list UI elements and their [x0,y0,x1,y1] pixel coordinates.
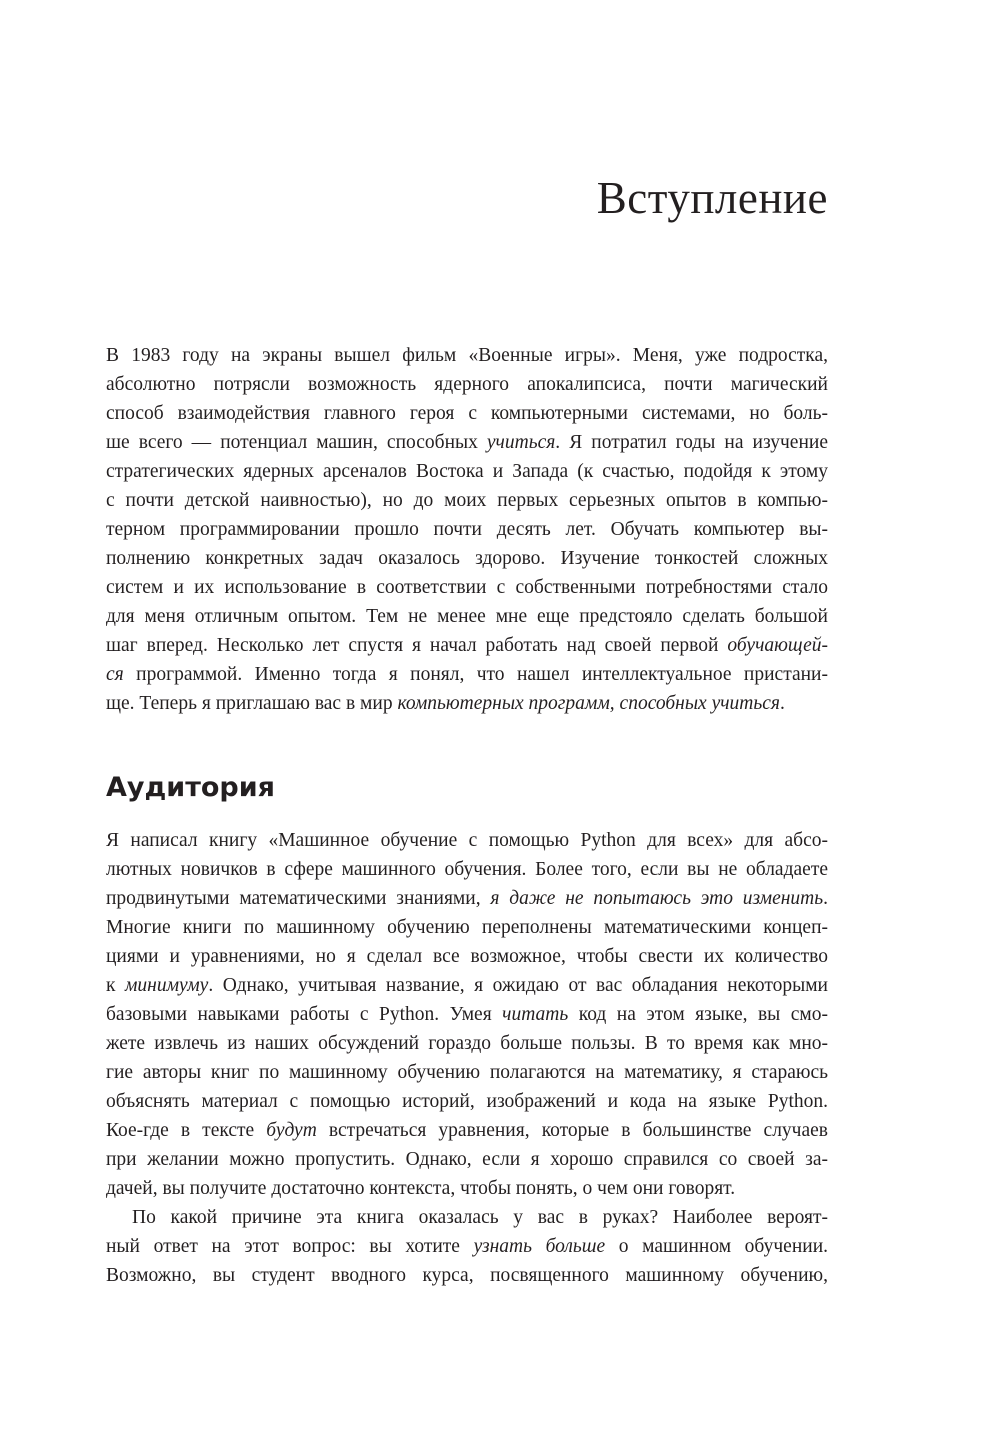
text-segment: циями и уравнениями, но я сделал все возможное, чтобы свести их количество [106,946,828,967]
text-line [106,855,828,884]
text-segment: гие авторы книг по машинному обучению полагаются на математику, я стараюсь [106,1062,828,1083]
text-segment: . Однако, учитывая название, я ожидаю от вас обладания некоторыми [208,975,828,996]
text-line [106,486,828,515]
text-line [106,573,828,602]
text-segment: жете извлечь из наших обсуждений гораздо больше пользы. В то время как мно- [106,1033,828,1054]
text-segment: Многие книги по машинному обучению переполнены математическими концеп- [106,917,828,938]
italic-text: учиться [486,432,556,453]
text-line [106,544,828,573]
text-segment: полнению конкретных задач оказалось здорово. Изучение тонкостей сложных [106,548,828,569]
text-line [106,370,828,399]
italic-text: будут [266,1120,317,1141]
text-segment: стратегических ядерных арсеналов Востока и Запада (к счастью, подойдя к этому [106,461,828,482]
audience-paragraph [106,826,828,1203]
text-segment: встречаться уравнения, которые в большинстве случаев [316,1120,829,1141]
text-segment: В 1983 году на экраны вышел фильм «Военные игры». Меня, уже подростка, [106,345,828,366]
text-line [106,631,828,660]
text-line [106,1000,828,1029]
text-line [106,884,828,913]
text-segment: ше всего — потенциал машин, способных [106,432,487,453]
text-segment: Возможно, вы студент вводного курса, посвященного машинному обучению, [106,1265,828,1286]
chapter-title: Вступление [596,173,828,223]
text-segment: По какой причине эта книга оказалась у вас в руках? Наиболее вероят- [132,1207,828,1228]
text-segment: шаг вперед. Несколько лет спустя я начал работать над своей первой [106,635,728,656]
text-line [106,971,828,1000]
text-segment: базовыми навыками работы с Python. Умея [106,1004,503,1025]
italic-text: ся [106,664,124,685]
text-line [106,1261,828,1290]
italic-text: я даже не попытаюсь это изменить [490,888,824,909]
text-segment: способ взаимодействия главного героя с компьютерными системами, но боль- [106,403,828,424]
italic-text: узнать больше [473,1236,606,1257]
text-line [106,399,828,428]
text-segment: программой. Именно тогда я понял, что нашел интеллектуальное пристани- [123,664,828,685]
text-segment: Я написал книгу «Машинное обучение с помощью Python для всех» для абсо- [106,830,828,851]
text-segment: ще. Теперь я приглашаю вас в мир [106,693,398,714]
intro-paragraph [106,341,828,718]
text-segment: Кое-где в тексте [106,1120,267,1141]
text-line [106,1174,828,1203]
text-line [106,913,828,942]
section-heading: Аудитория [106,772,276,803]
text-line [106,1087,828,1116]
italic-text: читать [502,1004,569,1025]
text-segment: . [823,888,828,909]
text-segment: лютных новичков в сфере машинного обучения. Более того, если вы не обладаете [106,859,828,880]
text-line [106,515,828,544]
text-segment: . Я потратил годы на изучение [555,432,828,453]
text-line [106,826,828,855]
italic-text: компьютерных программ, способных учиться [397,693,780,714]
text-segment: систем и их использование в соответствии с собственными потребностями стало [106,577,828,598]
text-segment: . [779,693,785,714]
text-segment: ный ответ на этот вопрос: вы хотите [106,1236,474,1257]
text-line [106,602,828,631]
text-segment: продвинутыми математическими знаниями, [106,888,491,909]
text-line [106,341,828,370]
audience-paragraph-2 [106,1203,828,1290]
text-segment: абсолютно потрясли возможность ядерного апокалипсиса, почти магический [106,374,828,395]
text-line [106,457,828,486]
text-line [106,1029,828,1058]
text-line [106,1116,828,1145]
text-segment: к [106,975,125,996]
text-line [106,1203,828,1232]
italic-text: обучающей- [727,635,828,656]
text-segment: код на этом языке, вы смо- [568,1004,828,1025]
text-line [106,1145,828,1174]
text-segment: терном программировании прошло почти десять лет. Обучать компьютер вы- [106,519,828,540]
text-segment: с почти детской наивностью), но до моих первых серьезных опытов в компью- [106,490,828,511]
text-line [106,428,828,457]
italic-text: минимуму [124,975,209,996]
text-line [106,942,828,971]
text-line [106,689,828,718]
text-segment: для меня отличным опытом. Тем не менее мне еще предстояло сделать большой [106,606,828,627]
text-segment: о машинном обучении. [605,1236,829,1257]
text-line [106,1058,828,1087]
text-segment: при желании можно пропустить. Однако, если я хорошо справился со своей за- [106,1149,828,1170]
text-segment: дачей, вы получите достаточно контекста, чтобы понять, о чем они говорят. [106,1178,736,1199]
text-line [106,1232,828,1261]
text-line [106,660,828,689]
text-segment: объяснять материал с помощью историй, изображений и кода на языке Python. [106,1091,828,1112]
